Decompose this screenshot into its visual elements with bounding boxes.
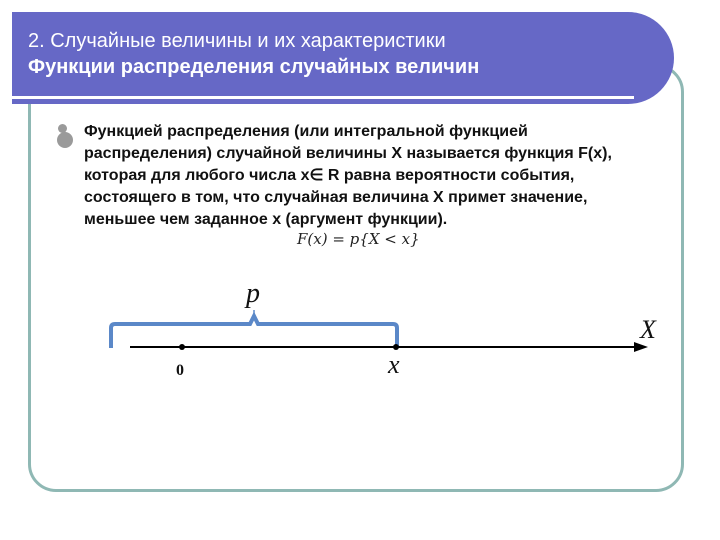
label-zero: 0 xyxy=(176,362,184,379)
paragraph-line: меньшее чем заданное x (аргумент функции). xyxy=(84,211,448,228)
label-x: x xyxy=(388,350,400,379)
label-p: p xyxy=(246,278,260,309)
slide-title: 2. Случайные величины и их характеристики xyxy=(28,30,446,52)
label-X: X xyxy=(640,315,656,344)
paragraph-line: которая для любого числа x∈ R равна вероятности события, xyxy=(84,167,575,184)
interval-brace xyxy=(111,316,397,348)
paragraph-line: распределения) случайной величины X называется функция F(x), xyxy=(84,145,612,162)
paragraph-line: Функцией распределения (или интегральной функцией xyxy=(84,123,528,140)
paragraph-line: состоящего в том, что случайная величина X примет значение, xyxy=(84,189,588,206)
slide-subtitle: Функции распределения случайных величин xyxy=(28,56,480,78)
formula: F(x) = p{X < x} xyxy=(297,230,420,248)
zero-point xyxy=(179,344,185,350)
